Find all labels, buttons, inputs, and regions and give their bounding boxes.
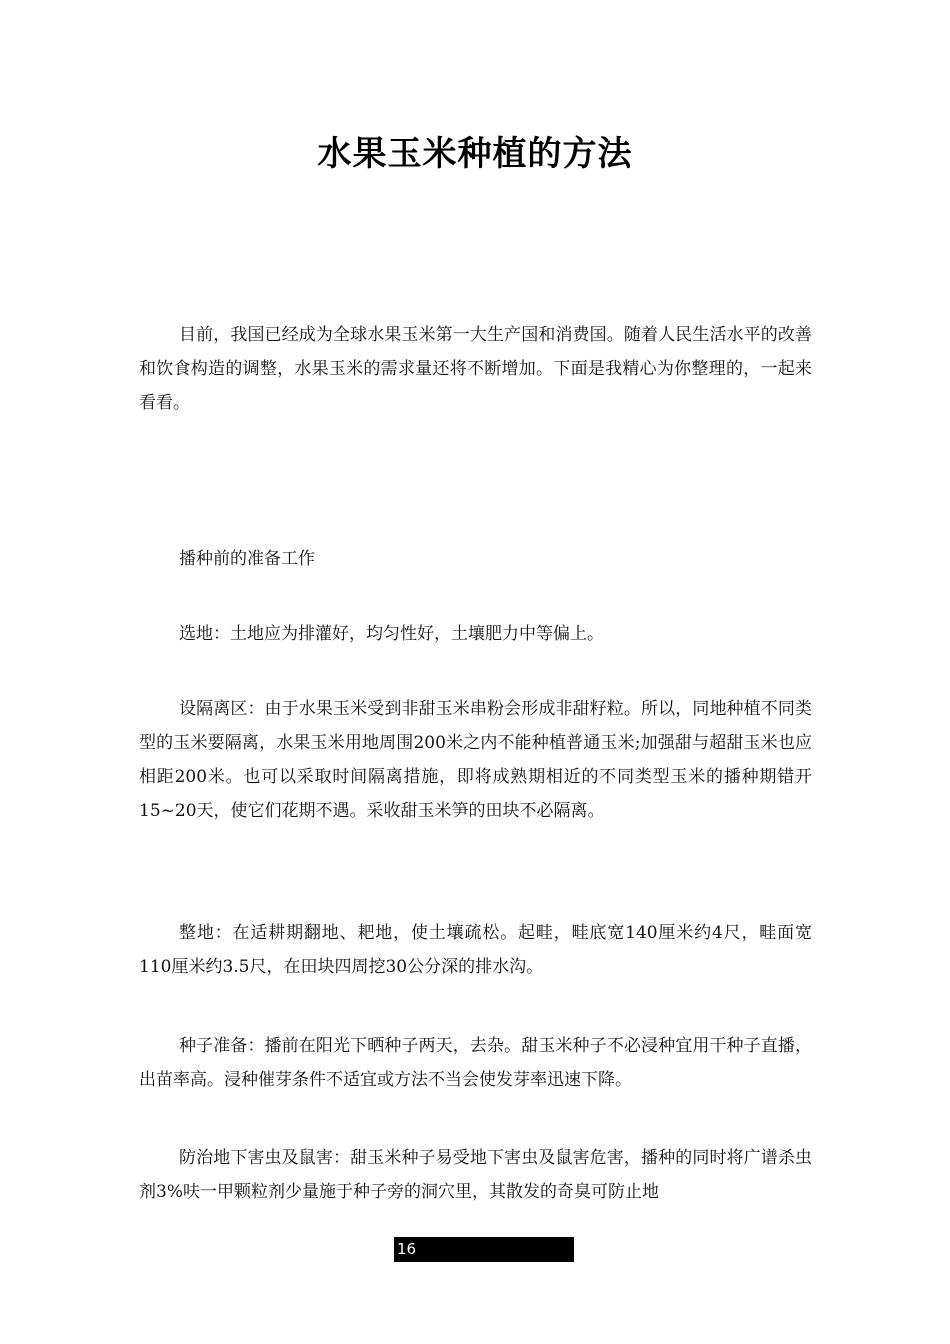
paragraph-pest-control: 防治地下害虫及鼠害：甜玉米种子易受地下害虫及鼠害危害，播种的同时将广谱杀虫剂3%呋一甲颗粒剂少量施于种子旁的洞穴里，其散发的奇臭可防止地 (139, 1148, 812, 1202)
paragraph-site-selection: 选地：土地应为排灌好，均匀性好，土壤肥力中等偏上。 (179, 624, 604, 644)
paragraph-land-preparation: 整地：在适耕期翻地、耙地，使土壤疏松。起畦，畦底宽140厘米约4尺，畦面宽110厘米约3.5尺，在田块四周挖30公分深的排水沟。 (139, 923, 812, 977)
paragraph-isolation-zone: 设隔离区：由于水果玉米受到非甜玉米串粉会形成非甜籽粒。所以，同地种植不同类型的玉米要隔离，水果玉米用地周围200米之内不能种植普通玉米;加强甜与超甜玉米也应相距200米。也可以采取时间隔离措施，即将成熟期相近的不同类型玉米的播种期错开15~20天，使它们花期不遇。采收甜玉米笋的田块不必隔离。 (139, 699, 812, 821)
page-title: 水果玉米种植的方法 (317, 133, 633, 174)
paragraph-seed-preparation: 种子准备：播前在阳光下晒种子两天，去杂。甜玉米种子不必浸种宜用干种子直播，出苗率高。浸种催芽条件不适宜或方法不当会使发芽率迅速下降。 (139, 1036, 812, 1090)
intro-paragraph: 目前，我国已经成为全球水果玉米第一大生产国和消费国。随着人民生活水平的改善和饮食构造的调整，水果玉米的需求量还将不断增加。下面是我精心为你整理的，一起来看看。 (139, 325, 812, 413)
page-number: 16 (397, 1240, 417, 1258)
section-heading: 播种前的准备工作 (179, 549, 315, 569)
footer-bar (394, 1237, 574, 1262)
